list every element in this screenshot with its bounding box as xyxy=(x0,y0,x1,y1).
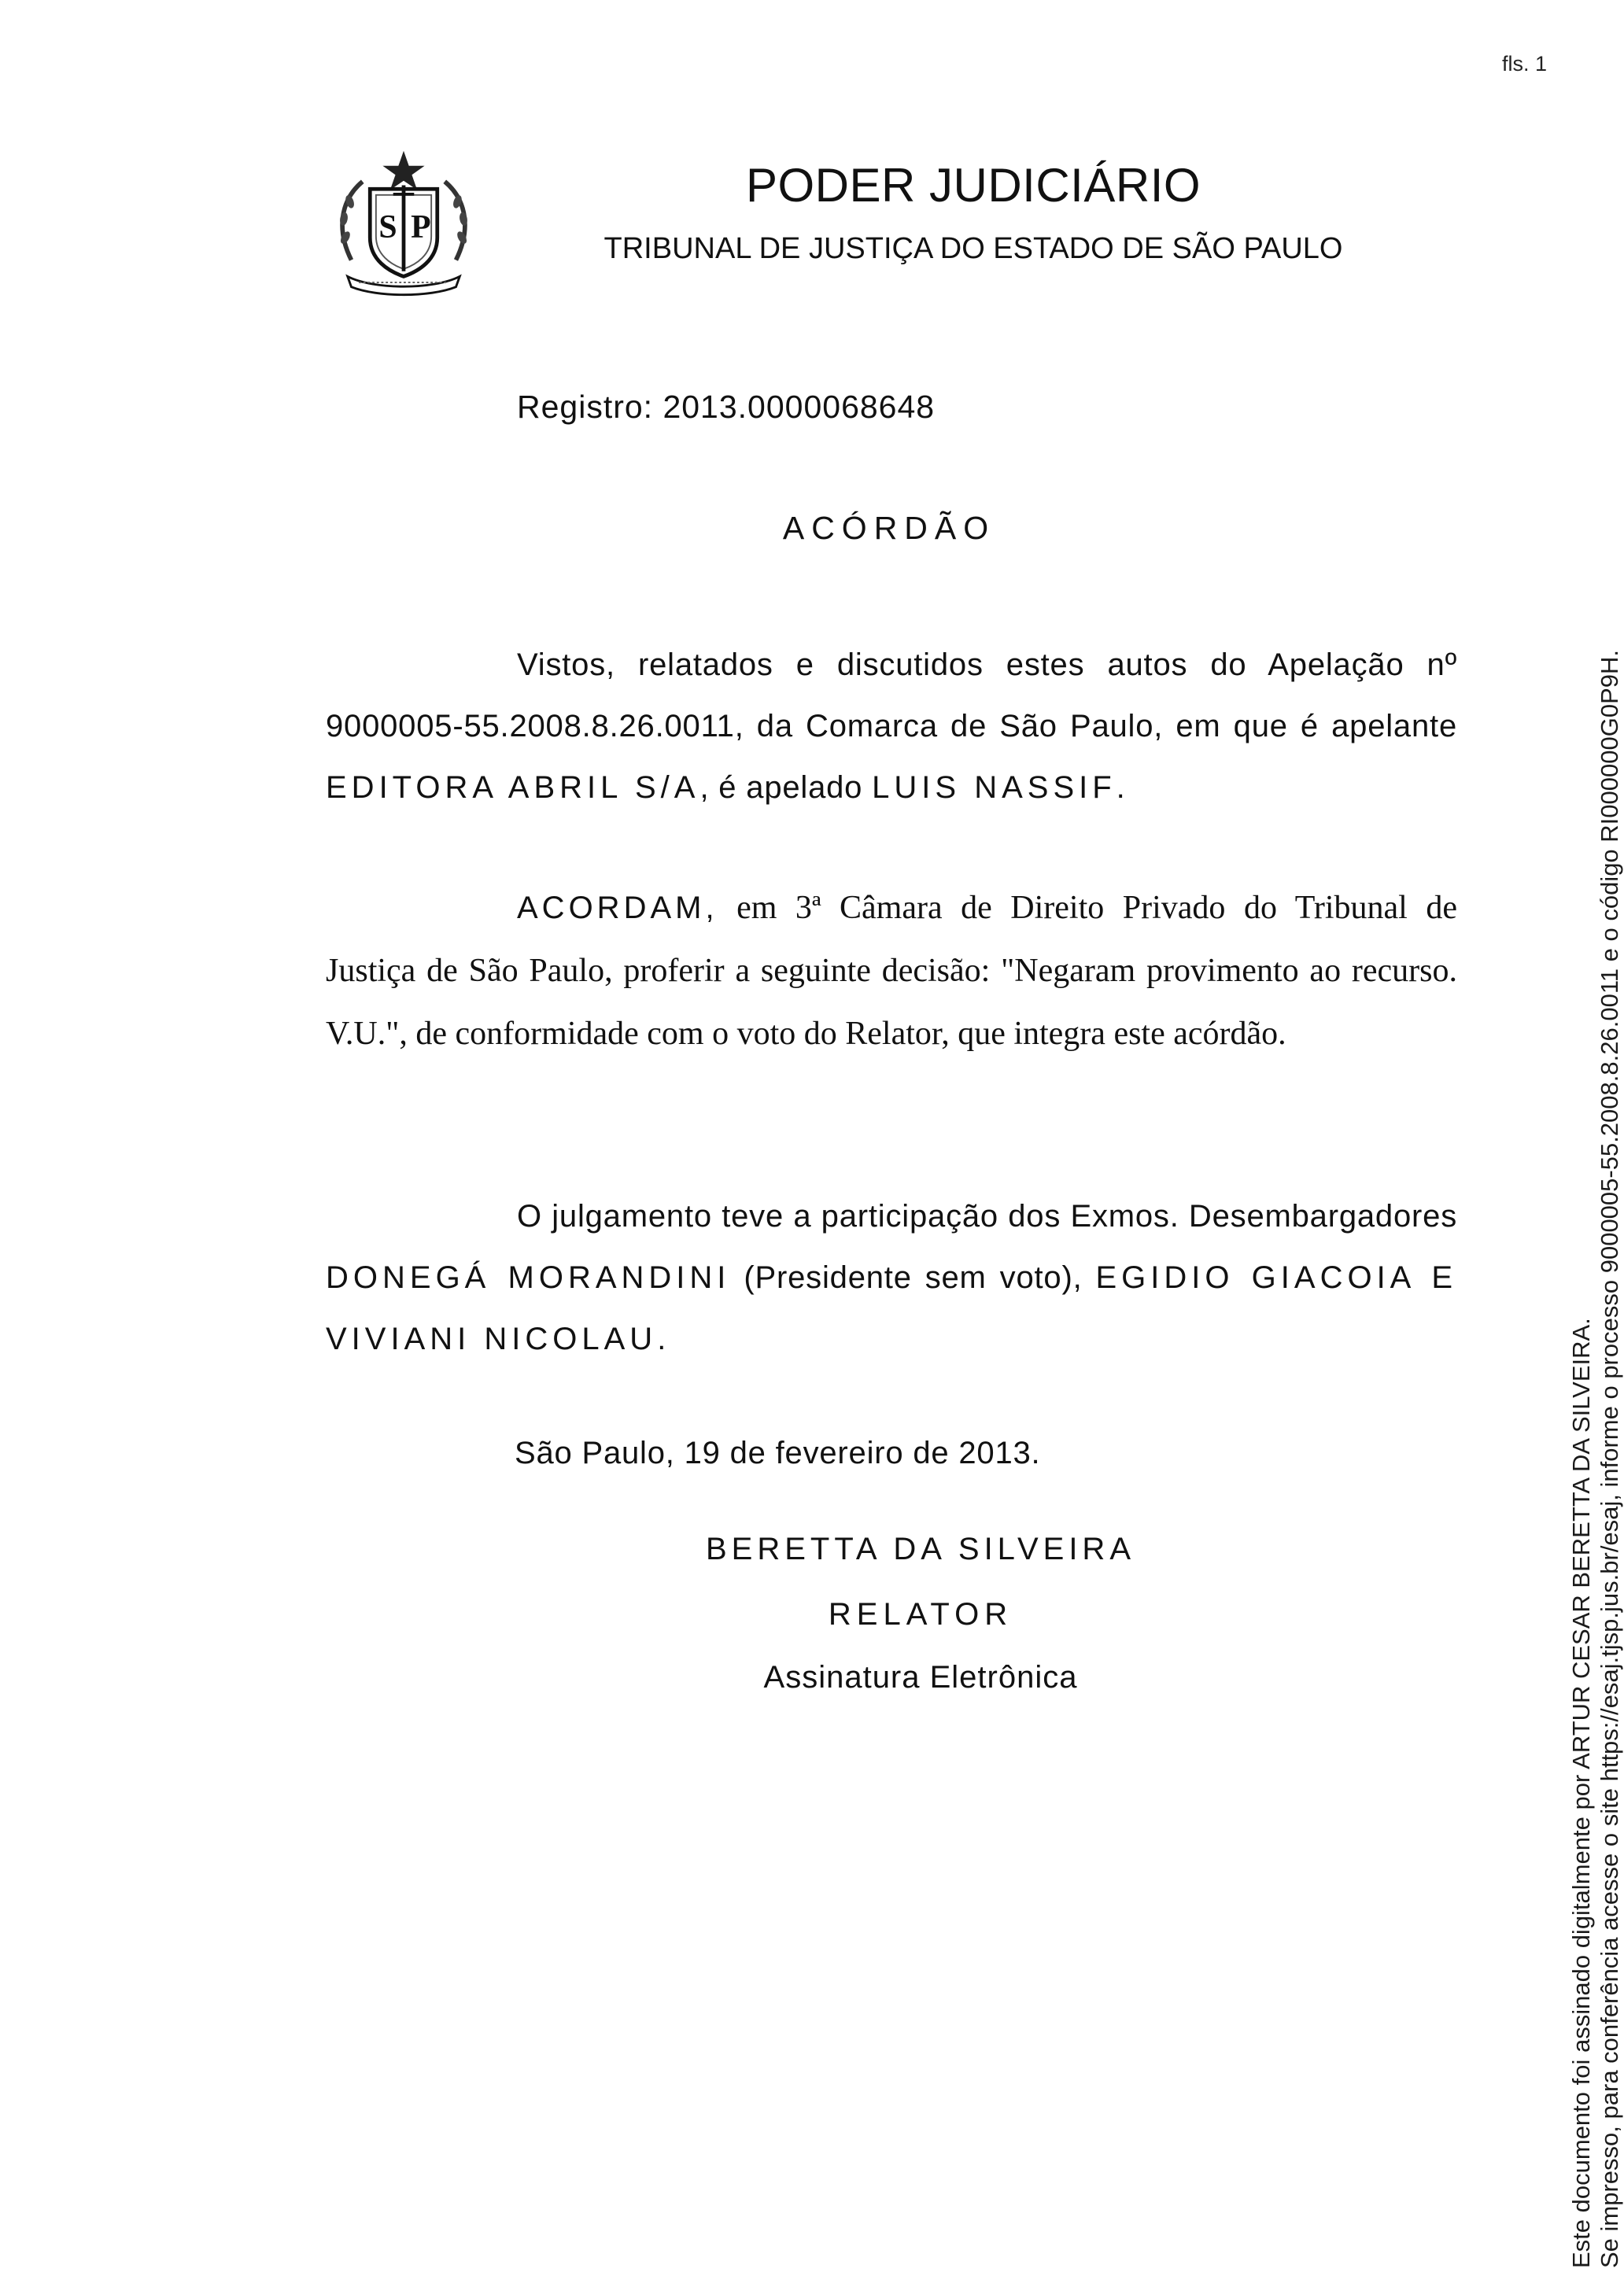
case-summary-connector: , é apelado xyxy=(699,770,873,805)
court-heading: PODER JUDICIÁRIO xyxy=(745,159,1201,212)
paragraph-participants xyxy=(326,1186,1457,1370)
participants-connector: (Presidente sem voto), xyxy=(730,1260,1096,1295)
decision-text: em 3ª Câmara de Direito Privado do Tribunal de Justiça de São Paulo, proferir a seguinte decisão: "Negaram provimento ao recurso. V.U.", de conformidade com o voto do Relator, que integra este acórdão. xyxy=(326,890,1457,1052)
registro-number: Registro: 2013.0000068648 xyxy=(517,389,936,425)
stamp-line-2: Se impresso, para conferência acesse o site https://esaj.tjsp.jus.br/esaj, informe o processo 9000005-55.2008.8.26.0011 e o código RI000000G0P9H. xyxy=(1596,649,1623,2268)
participants-text: O julgamento teve a participação dos Exmos. Desembargadores xyxy=(517,1199,1457,1234)
folio-number: fls. 1 xyxy=(1501,52,1547,76)
svg-text:S: S xyxy=(378,209,397,245)
case-summary-text: Vistos, relatados e discutidos estes autos do Apelação nº 9000005-55.2008.8.26.0011, da Comarca de São Paulo, em que é apelante xyxy=(326,647,1457,743)
document-title: ACÓRDÃO xyxy=(782,510,996,546)
paragraph-decision xyxy=(326,876,1457,1065)
apelado-name: LUIS NASSIF xyxy=(872,770,1116,805)
decision-lead: ACORDAM, xyxy=(517,891,718,925)
participants-end: . xyxy=(657,1322,667,1356)
sp-coat-of-arms-icon xyxy=(329,148,478,297)
apelante-name: EDITORA ABRIL S/A xyxy=(326,770,700,805)
judge-president: DONEGÁ MORANDINI xyxy=(326,1260,731,1295)
case-summary-end: . xyxy=(1116,770,1126,805)
date-line: São Paulo, 19 de fevereiro de 2013. xyxy=(515,1436,1041,1470)
stamp-line-1: Este documento foi assinado digitalmente por ARTUR CESAR BERETTA DA SILVEIRA. xyxy=(1567,1318,1595,2268)
paragraph-case-summary xyxy=(326,634,1457,818)
signatory-name: BERETTA DA SILVEIRA xyxy=(706,1532,1135,1566)
signatory-role: RELATOR xyxy=(828,1597,1013,1632)
court-subheading: TRIBUNAL DE JUSTIÇA DO ESTADO DE SÃO PAULO xyxy=(603,232,1343,265)
electronic-signature-note: Assinatura Eletrônica xyxy=(763,1660,1078,1695)
judges-others: EGIDIO GIACOIA E VIVIANI NICOLAU xyxy=(326,1260,1458,1356)
svg-text:P: P xyxy=(411,209,431,245)
